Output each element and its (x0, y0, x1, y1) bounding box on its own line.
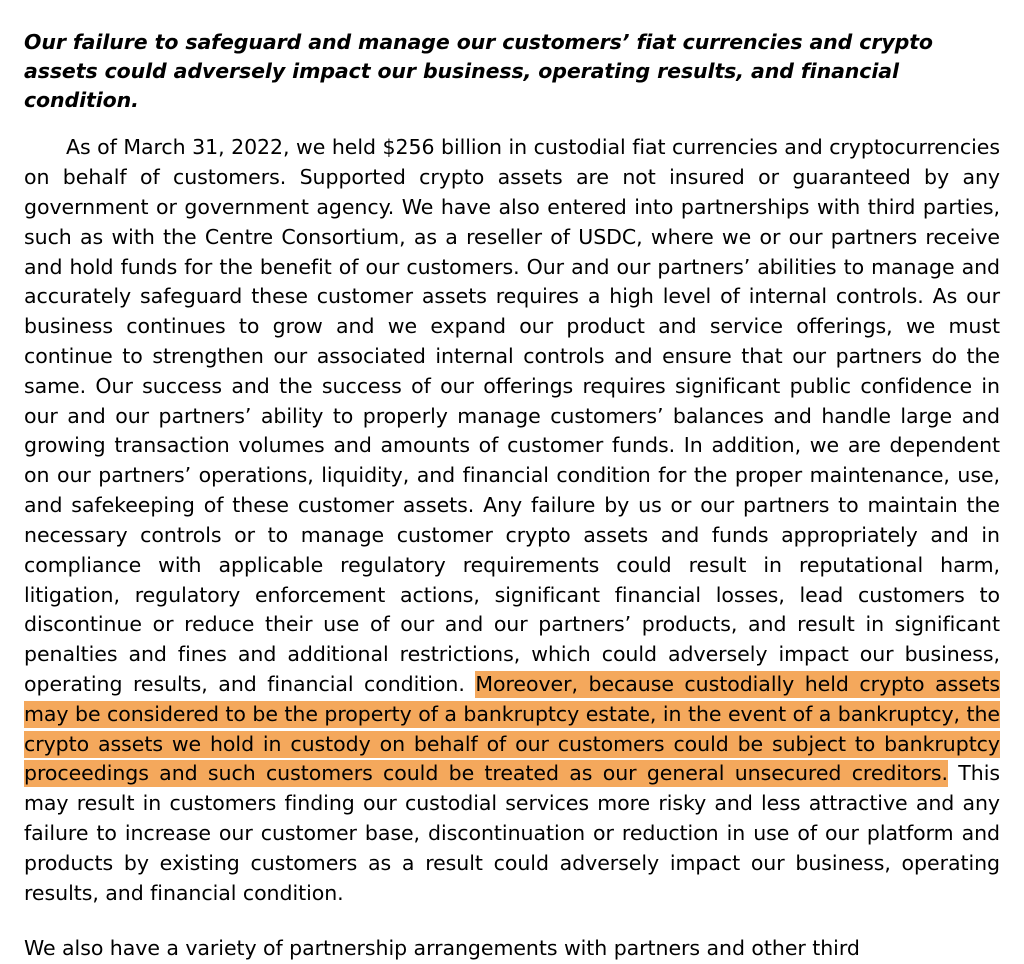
next-paragraph-partial: We also have a variety of partnership arrangements with partners and other third (24, 936, 860, 961)
paragraph-text-after-highlight: This may result in customers finding our custodial services more risky and less attractive and any failure to increase our customer base, discontinuation or reduction in use of our platform and products by existing customers as a result could adversely impact our business, operating results, and financial condition. (24, 761, 1000, 905)
paragraph-text-before-highlight: As of March 31, 2022, we held $256 billion in custodial fiat currencies and cryptocurrencies on behalf of customers. Supported crypto assets are not insured or guaranteed by any government or government agency. We have also entered into partnerships with third parties, such as with the Centre Consortium, as a reseller of USDC, where we or our partners receive and hold funds for the benefit of our customers. Our and our partners’ abilities to manage and accurately safeguard these customer assets requires a high level of internal controls. As our business continues to grow and we expand our product and service offerings, we must continue to strengthen our associated internal controls and ensure that our partners do the same. Our success and the success of our offerings requires significant public confidence in our and our partners’ ability to properly manage customers’ balances and handle large and growing transaction volumes and amounts of customer funds. In addition, we are dependent on our partners’ operations, liquidity, and financial condition for the proper maintenance, use, and safekeeping of these customer assets. Any failure by us or our partners to maintain the necessary controls or to manage customer crypto assets and funds appropriately and in compliance with applicable regulatory requirements could result in reputational harm, litigation, regulatory enforcement actions, significant financial losses, lead customers to discontinue or reduce their use of our and our partners’ products, and result in significant penalties and fines and additional restrictions, which could adversely impact our business, operating results, and financial condition. (24, 135, 1000, 696)
risk-factor-body-paragraph (24, 133, 1000, 908)
highlighted-bankruptcy-text: Moreover, because custodially held crypto assets may be considered to be the property of a bankruptcy estate, in the event of a bankruptcy, the crypto assets we hold in custody on behalf of our customers could be subject to bankruptcy proceedings and such customers could be treated as our general unsecured creditors. (24, 671, 1000, 786)
next-paragraph-clipped-region (24, 934, 1000, 961)
risk-factor-heading: Our failure to safeguard and manage our customers’ fiat currencies and crypto assets could adversely impact our business, operating results, and financial condition. (24, 30, 933, 113)
